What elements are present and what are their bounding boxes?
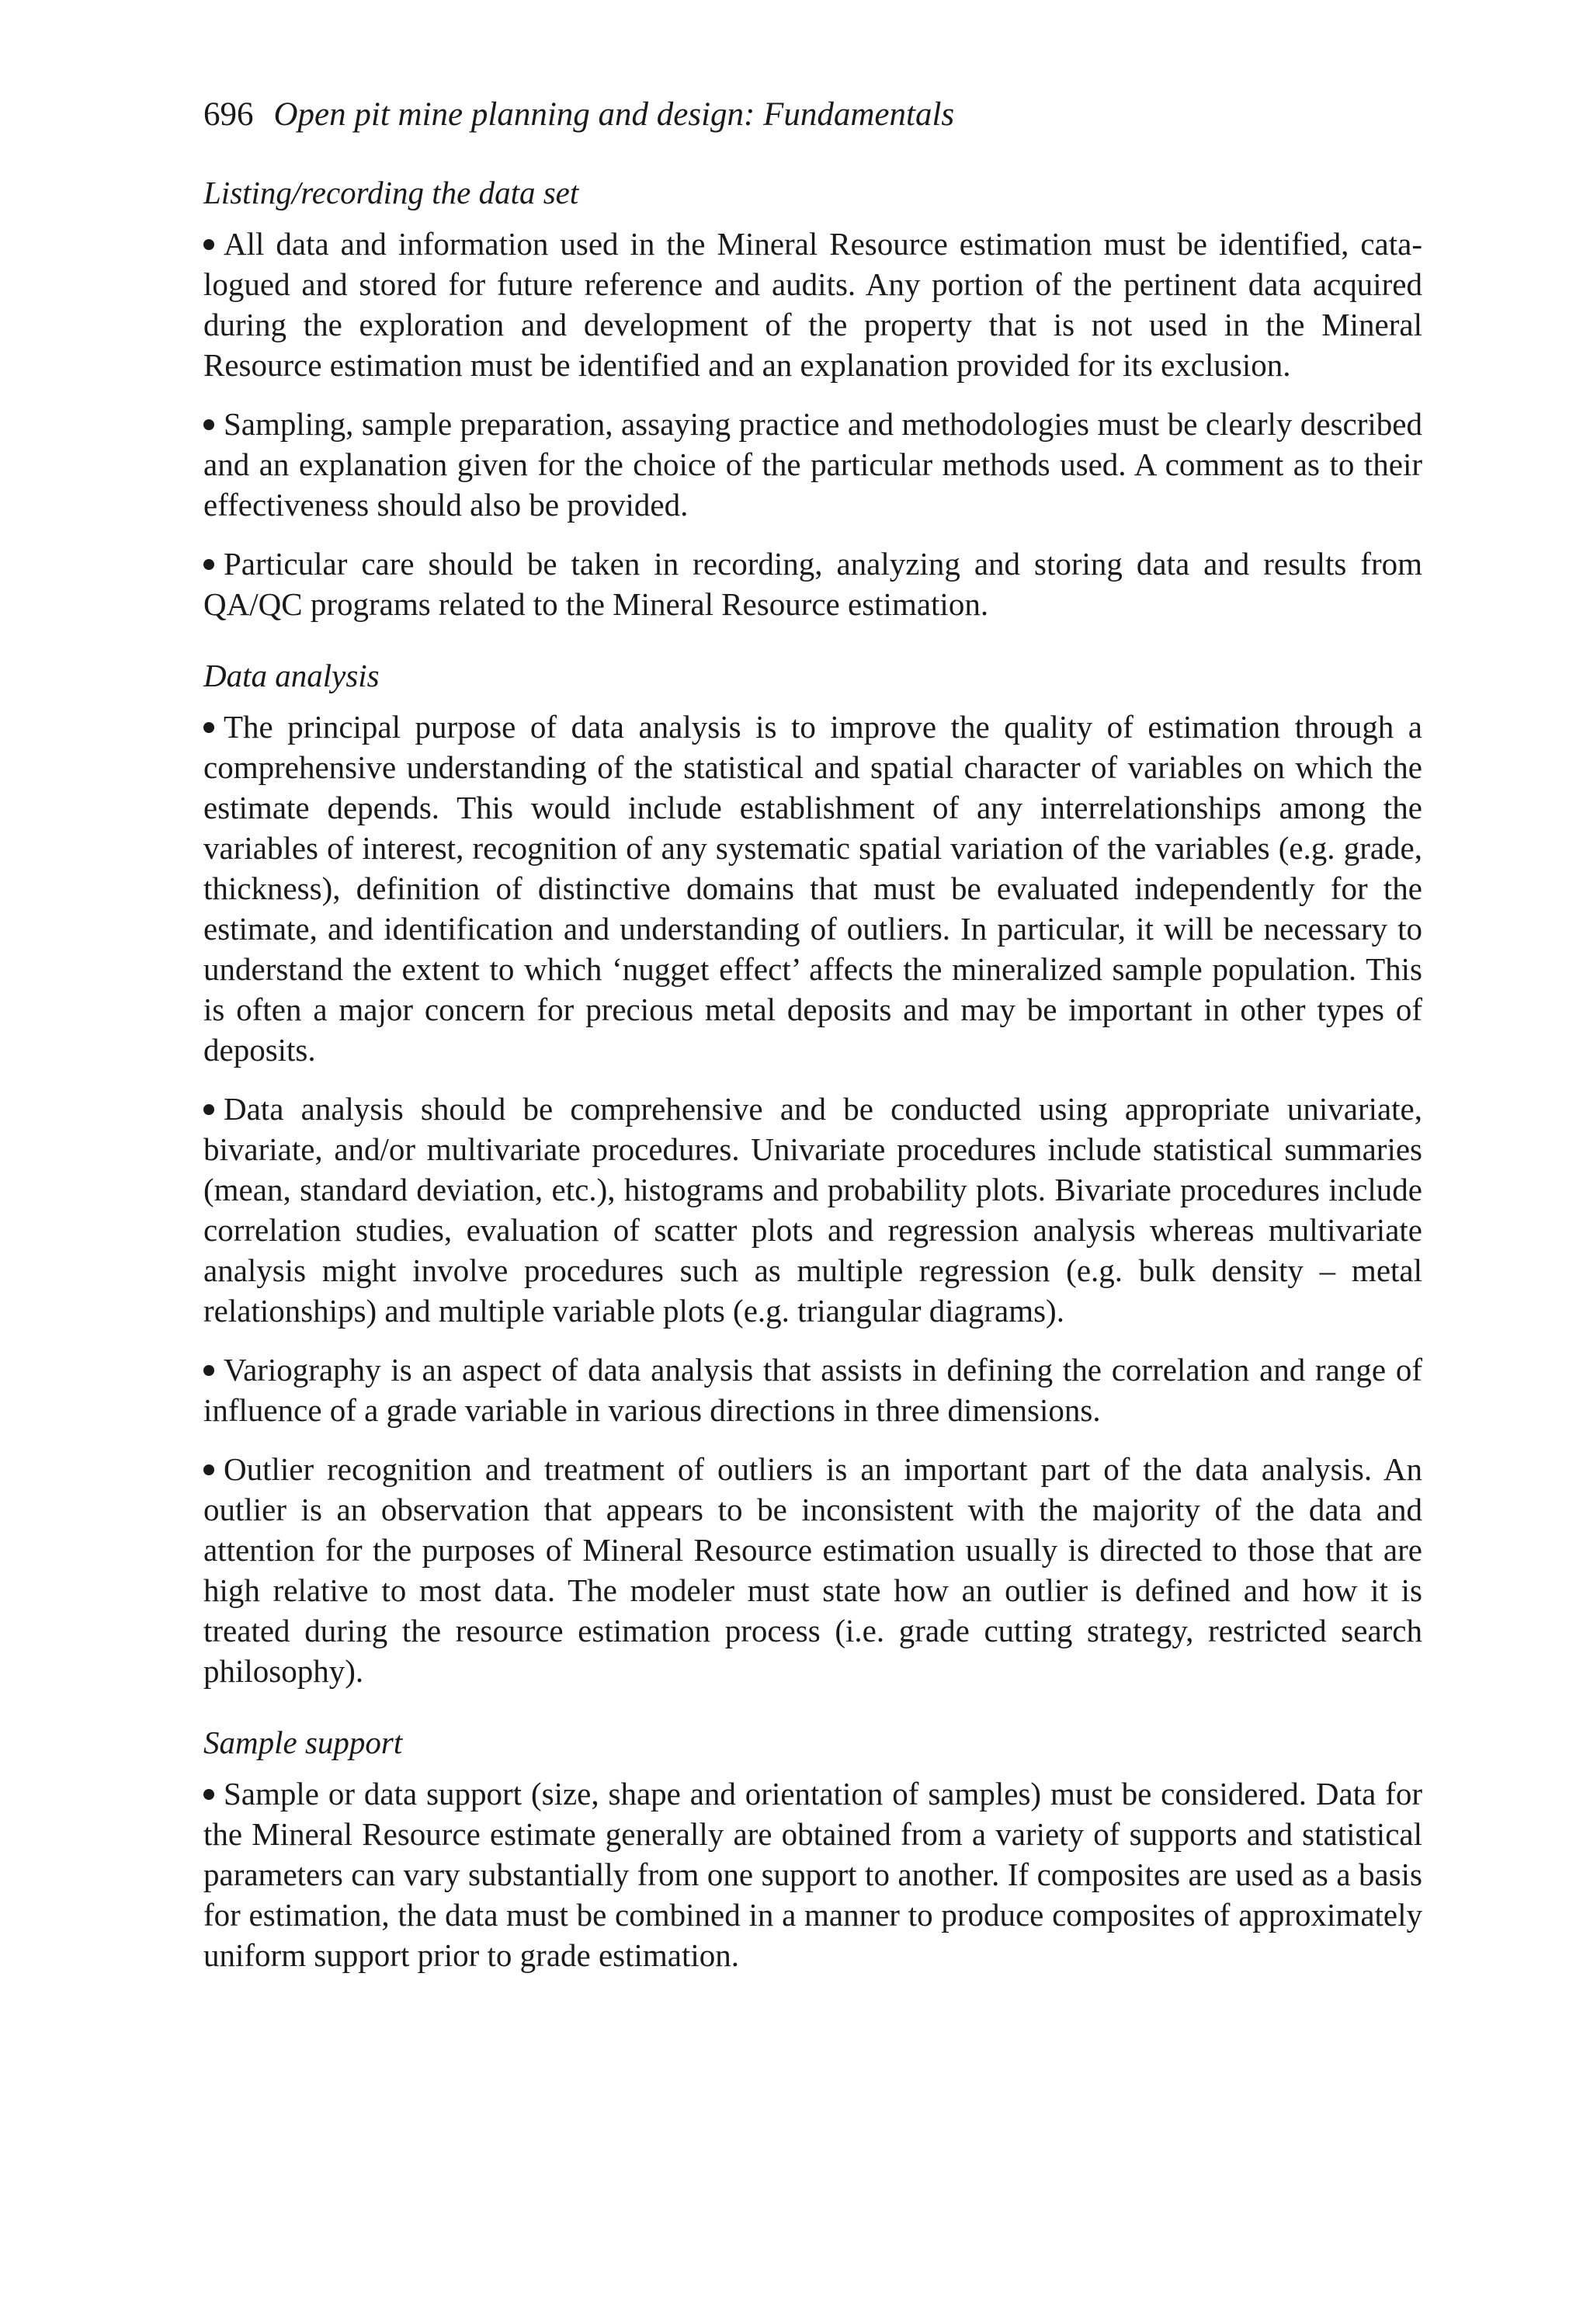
bullet-text: Variography is an aspect of data analysis that assists in defining the correlation and range of influence of a grade variable in various directions in three dimensions.: [203, 1352, 1422, 1428]
section-data-analysis: [203, 655, 1422, 1691]
bullet-icon: [203, 1789, 214, 1800]
section-sample-support: [203, 1722, 1422, 1975]
bullet-icon: [203, 1365, 214, 1376]
bullet-text: All data and information used in the Mineral Resource estimation must be identified, catalogued and stored for future reference and audits. Any portion of the pertinent data acquired during the exploration and development of the property that is not used in the Mineral Resource estimation must be identified and an explanation provided for its exclusion.: [203, 226, 1422, 383]
bullet-paragraph: [203, 404, 1422, 525]
page-number: 696: [203, 96, 254, 133]
bullet-paragraph: [203, 224, 1422, 385]
bullet-paragraph: [203, 544, 1422, 624]
bullet-text: Outlier recognition and treatment of outliers is an important part of the data analysis. An outlier is an observation that appears to be inconsistent with the majority of the data and attention for the purposes of Mineral Resource estimation usually is directed to those that are high relative to most data. The modeler must state how an outlier is defined and how it is treated during the resource estimation process (i.e. grade cutting strategy, restricted search philosophy).: [203, 1451, 1422, 1689]
bullet-text: Data analysis should be comprehensive and be conducted using appropriate univariate, bivariate, and/or multivariate procedures. Univariate procedures include statistical summaries (mean, standard deviation, etc.), histograms and probability plots. Bivariate procedures include correlation studies, evaluation of scatter plots and regression analysis whereas multivariate analysis might involve procedures such as multiple regression (e.g. bulk density – metal relationships) and multiple variable plots (e.g. triangular diagrams).: [203, 1091, 1422, 1329]
bullet-text: The principal purpose of data analysis is to improve the quality of estimation through a comprehensive understanding of the statistical and spatial character of variables on which the estimate depends. This would include establishment of any interrelationships among the variables of interest, recognition of any systematic spatial variation of the variables (e.g. grade, thickness), definition of distinctive domains that must be evaluated independently for the estimate, and identification and understanding of outliers. In particular, it will be necessary to understand the extent to which ‘nugget effect’ affects the mineralized sample population. This is often a major concern for precious metal deposits and may be important in other types of deposits.: [203, 709, 1422, 1068]
section-heading: Listing/recording the data set: [203, 175, 579, 210]
bullet-icon: [203, 1104, 214, 1115]
bullet-icon: [203, 722, 214, 733]
bullet-text: Sample or data support (size, shape and orientation of samples) must be considered. Data for the Mineral Resource estimate generally are obtained from a variety of supports and statistical parameters can vary substantially from one support to another. If composites are used as a basis for estimation, the data must be combined in a manner to produce composites of approximately uniform support prior to grade estimation.: [203, 1776, 1422, 1973]
running-header: [203, 92, 1422, 138]
bullet-paragraph: [203, 1773, 1422, 1975]
bullet-text: Particular care should be taken in recording, analyzing and storing data and results from QA/QC programs related to the Mineral Resource estimation.: [203, 546, 1422, 622]
bullet-paragraph: [203, 1449, 1422, 1691]
bullet-icon: [203, 559, 214, 570]
section-listing-recording: [203, 172, 1422, 624]
bullet-icon: [203, 419, 214, 430]
bullet-text: Sampling, sample preparation, assaying practice and methodologies must be clearly described and an explanation given for the choice of the particular methods used. A comment as to their effectiveness should also be provided.: [203, 406, 1422, 523]
book-title: Open pit mine planning and design: [273, 96, 745, 133]
bullet-paragraph: [203, 707, 1422, 1070]
bullet-paragraph: [203, 1089, 1422, 1331]
section-heading: Data analysis: [203, 658, 380, 693]
section-heading: Sample support: [203, 1725, 403, 1760]
book-subtitle: : Fundamentals: [744, 96, 955, 133]
bullet-icon: [203, 239, 214, 250]
bullet-icon: [203, 1464, 214, 1475]
document-page: [203, 92, 1422, 1994]
bullet-paragraph: [203, 1350, 1422, 1430]
